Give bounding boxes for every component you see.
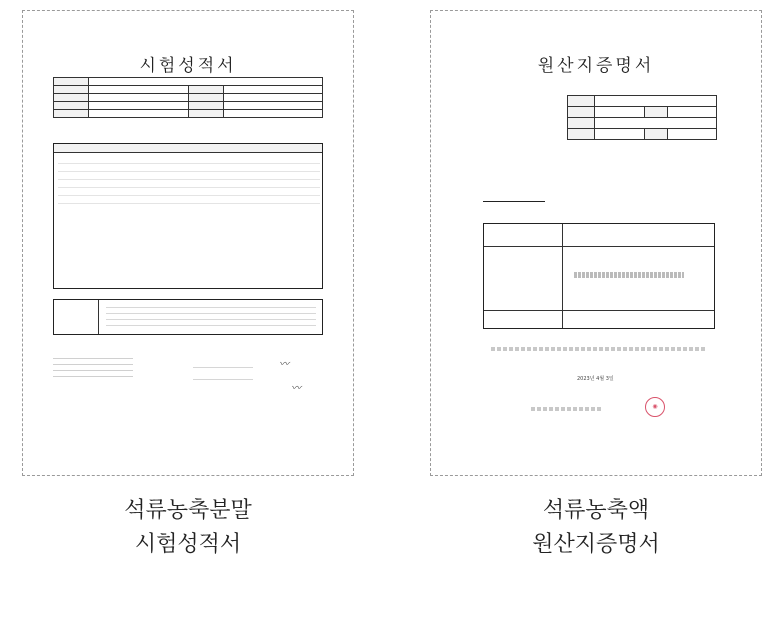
certificate-of-origin-document xyxy=(430,10,762,476)
signature-1-icon: 〰 xyxy=(279,359,289,370)
product-table xyxy=(483,223,715,329)
signatory-lines xyxy=(193,361,253,391)
remarks-box xyxy=(53,299,323,335)
representative-line xyxy=(531,407,601,411)
recipient-line xyxy=(483,193,545,202)
test-report-title: 시험성적서 xyxy=(139,56,237,76)
info-table xyxy=(53,77,323,118)
issue-date: 2023년 4월 3일 xyxy=(577,376,614,382)
issuer-address xyxy=(53,355,133,377)
test-report-document xyxy=(22,10,354,476)
signature-2-icon: 〰 xyxy=(291,383,301,394)
left-caption: 석류농축분말 시험성적서 xyxy=(124,498,252,557)
company-info-table xyxy=(567,95,717,140)
certificate-title: 원산지증명서 xyxy=(537,56,655,76)
right-caption: 석류농축액 원산지증명서 xyxy=(532,498,660,557)
company-seal-icon: ◉ xyxy=(645,397,665,417)
results-table xyxy=(53,143,323,289)
certification-statement xyxy=(491,347,705,351)
